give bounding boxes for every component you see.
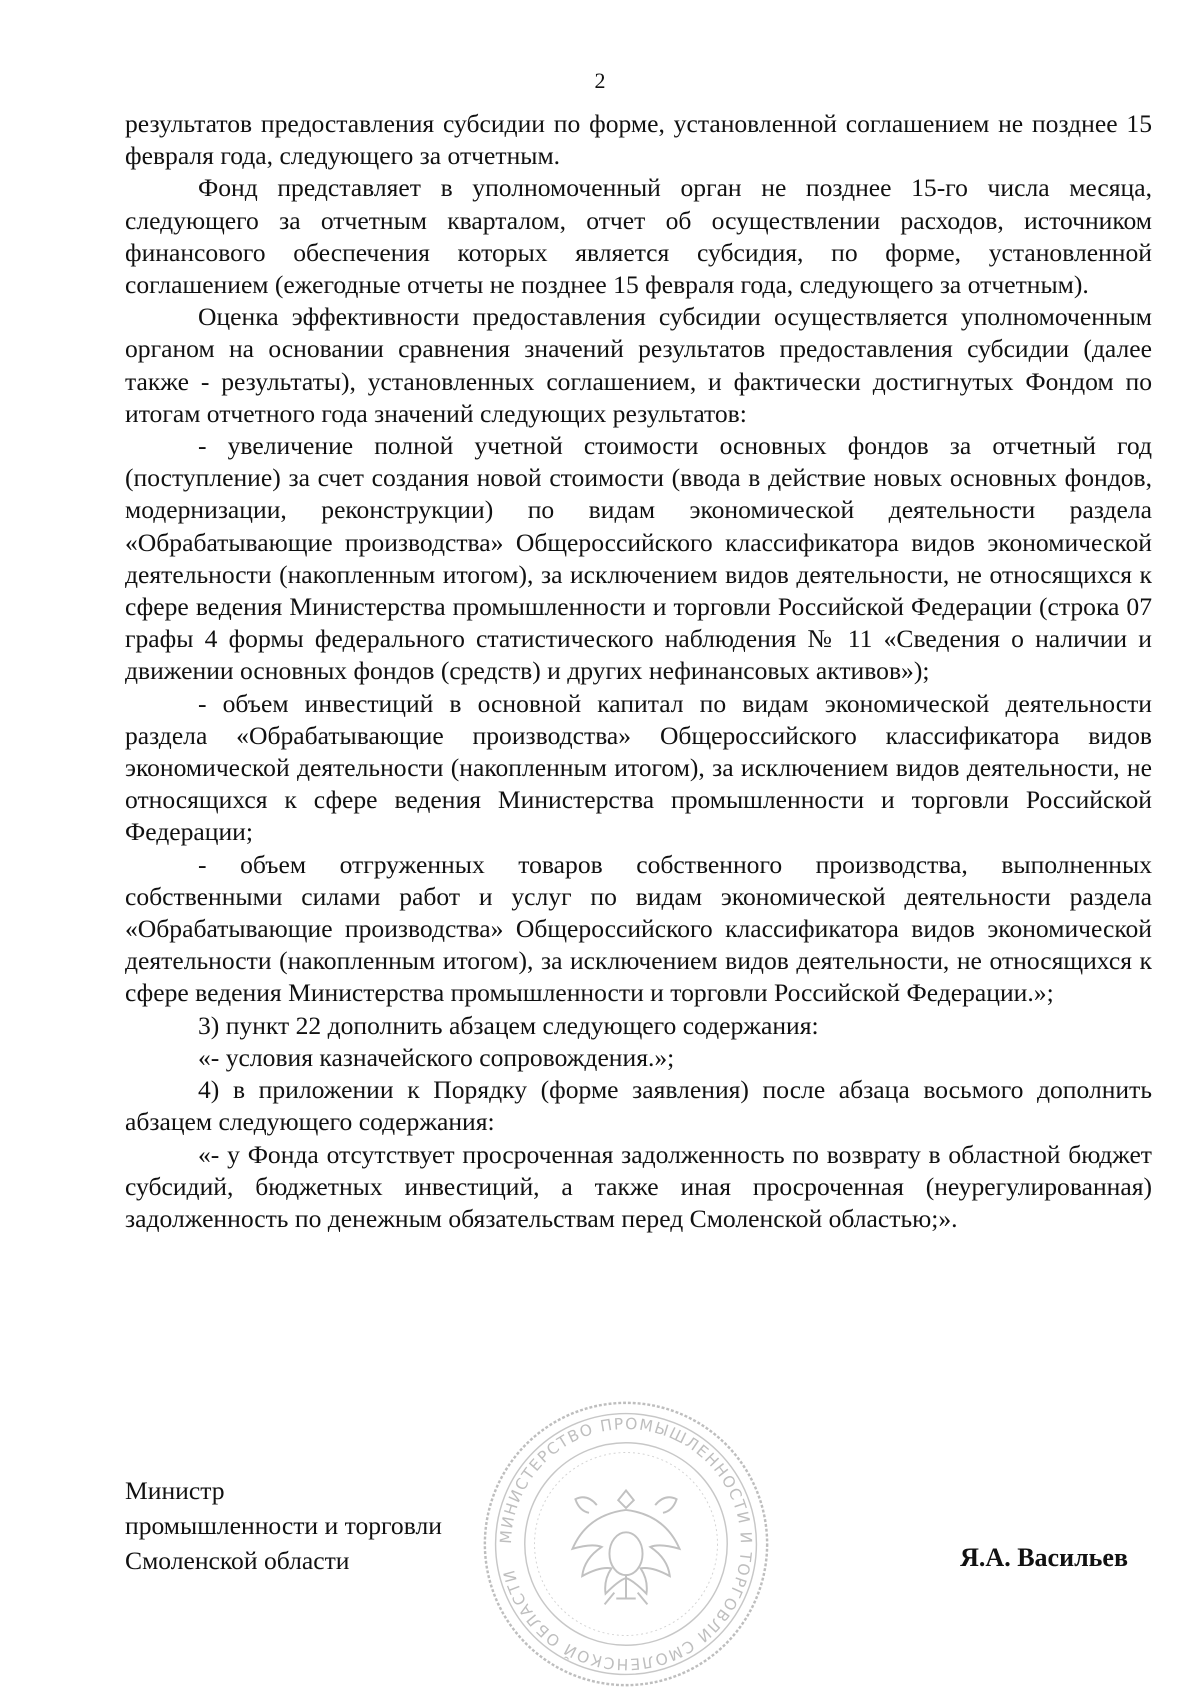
paragraph: «- условия казначейского сопровождения.»; [198,1042,675,1072]
paragraph: 3) пункт 22 дополнить абзацем следующего содержания: [198,1010,819,1040]
paragraph: «- у Фонда отсутствует просроченная задолженность по возврату в областной бюджет субсидий, бюджетных инвестиций, а также иная просроченная (неурегулированная) задолженность по денежным обязательствам перед Смоленской областью;». [125,1139,1152,1233]
list-item: - объем отгруженных товаров собственного производства, выполненных собственными силами работ и услуг по видам экономической деятельности раздела «Обрабатывающие производства» Общероссийского классификатора видов экономической деятельности (накопленным итогом), за исключением видов деятельности, не относящихся к сфере ведения Министерства промышленности и торговли Российской Федерации.»; [125,849,1152,1008]
paragraph: Оценка эффективности предоставления субсидии осуществляется уполномоченным органом на основании сравнения значений результатов предоставления субсидии (далее также - результаты), установленных соглашением, и фактически достигнутых Фондом по итогам отчетного года значений следующих результатов: [125,302,1152,428]
signer-title-line: Министр [125,1476,225,1505]
signer-title-line: Смоленской области [125,1546,350,1575]
signer-name: Я.А. Васильев [960,1543,1128,1572]
paragraph: Фонд представляет в уполномоченный орган не позднее 15-го числа месяца, следующего за отчетным кварталом, отчет об осуществлении расходов, источником финансового обеспечения которых является субсидия, по форме, установленной соглашением (ежегодные отчеты не позднее 15 февраля года, следующего за отчетным). [125,173,1152,300]
svg-text:МИНИСТЕРСТВО ПРОМЫШЛЕННОСТИ И [497,1415,755,1673]
document-body [125,108,1152,1235]
signer-title-line: промышленности и торговли [125,1511,442,1540]
paragraph: 4) в приложении к Порядку (форме заявления) после абзаца восьмого дополнить абзацем следующего содержания: [125,1075,1152,1137]
list-item: - увеличение полной учетной стоимости основных фондов за отчетный год (поступление) за счет создания новой стоимости (ввода в действие новых основных фондов, модернизации, реконструкции) по видам экономической деятельности раздела «Обрабатывающие производства» Общероссийского классификатора видов экономической деятельности (накопленным итогом), за исключением видов деятельности, не относящихся к сфере ведения Министерства промышленности и торговли Российской Федерации (строка 07 графы 4 формы федерального статистического наблюдения № 11 «Сведения о наличии и движении основных фондов (средств) и других нефинансовых активов»); [125,431,1152,686]
official-seal-icon [480,1398,772,1690]
signature-block [125,1473,442,1578]
seal-text: МИНИСТЕРСТВО ПРОМЫШЛЕННОСТИ И ТОРГОВЛИ СМОЛЕНСКОЙ ОБЛАСТИ [496,1414,756,1674]
list-item: - объем инвестиций в основной капитал по видам экономической деятельности раздела «Обрабатывающие производства» Общероссийского классификатора видов экономической деятельности (накопленным итогом), за исключением видов деятельности, не относящихся к сфере ведения Министерства промышленности и торговли Российской Федерации; [125,688,1152,847]
paragraph: результатов предоставления субсидии по форме, установленной соглашением не позднее 15 февраля года, следующего за отчетным. [125,109,1152,171]
page-number: 2 [594,68,606,93]
